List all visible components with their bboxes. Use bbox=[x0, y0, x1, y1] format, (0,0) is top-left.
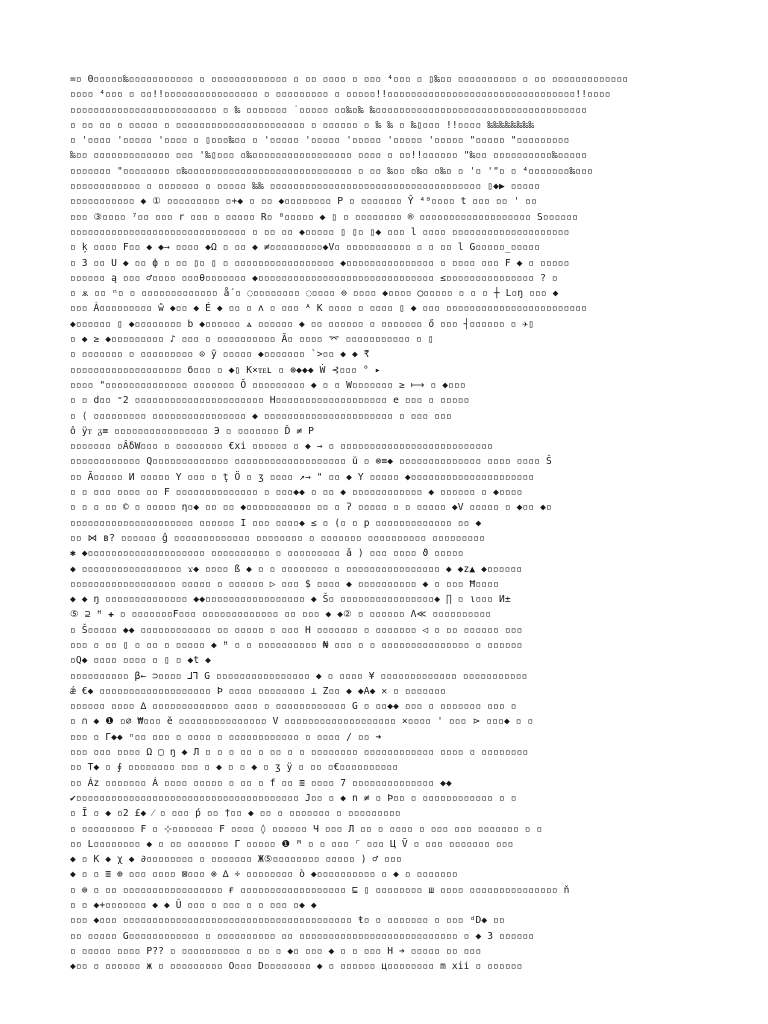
text-line: =▫ Θ▫▫▫▫▫‰▫▫▫▫▫▫▫▫▫▫▫ ▫ ▫▫▫▫▫▫▫▫▫▫▫▫▫ ▫ ▫▫ ▫▫▫▫ ▫ ▫▫▫ ⁴▫▫▫ ▫ ▯‰▫▫ ▫▫▫▫▫▫▫▫▫▫ ▫ ▫▫ ▫▫▫▫▫▫▫▫▫▫▫▫▫ bbox=[70, 74, 629, 85]
text-line: ▫▫▫ ③▫▫▫▫ ⁷▫▫ ▫▫▫ r ▫▫▫ ▫ ▫▫▫▫▫ R▫ ⁰▫▫▫▫▫ ◆ ▯ ▫ ▫▫▫▫▫▫▫▫ ® ▫▫▫▫▫▫▫▫▫▫▫▫▫▫▫▫▫▫▫ S▫▫▫▫▫▫ bbox=[70, 211, 579, 223]
text-line: ▫▫ Áz ▫▫▫▫▫▫▫ Á ▫▫▫▫ ▫▫▫▫▫ ▫ ▫▫ ▫ f ▫▫ ≣ ▫▫▫▫ 7 ▫▫▫▫▫▫▫▫▫▫▫▫▫▫ ◆◆ bbox=[70, 777, 452, 789]
text-line: ▫ ▫▫▫▫▫▫▫ ▫ ▫▫▫▫▫▫▫▫▫ ⊙ ỹ ▫▫▫▫▫ ◆▫▫▫▫▫▫▫ `>▫▫ ◆ ◆ ₹ bbox=[70, 349, 370, 361]
text-line: ▫▫▫▫▫▫▫▫▫▫▫▫▫▫▫▫▫▫▫ б▫▫▫ ▫ ◆▯ K×ᴛᴇʟ ▫ ⊛◆◆◆ Ẇ ⊰▫▫▫ ° ▸ bbox=[70, 364, 381, 376]
garbled-text-block bbox=[70, 72, 704, 975]
text-line: ▫▫ Ă▫▫▫▫▫ И ▫▫▫▫▫ Y ▫▫▫ ▫ ţ Ö ▫ ʒ ▫▫▫▫ ↗→ " ▫▫ ◆ Y ▫▫▫▫▫ ◆▫▫▫▫▫▫▫▫▫▫▫▫▫▫▫▫▫▫▫▫▫ bbox=[70, 471, 535, 483]
text-line: ▫▫▫▫▫▫▫ "▫▫▫▫▫▫▫▫ ▫‰▫▫▫▫▫▫▫▫▫▫▫▫▫▫▫▫▫▫▫▫▫▫▫▫▫▫▫▫ ▫ ▫▫ ‰▫▫ ▫‰▫ ▫‰▫ ▫ '▫ '"▫ ▫ ⁴▫▫▫▫▫▫▫‰▫▫▫ bbox=[70, 165, 593, 177]
text-line: ▫▫▫▫▫▫▫▫▫▫▫▫ ▫ ▫▫▫▫▫▫▫ ▫ ▫▫▫▫▫ ‰‰ ▫▫▫▫▫▫▫▫▫▫▫▫▫▫▫▫▫▫▫▫▫▫▫▫▫▫▫▫▫▫▫▫▫▫▫▫ ▯◆▶ ▫▫▫▫▫ bbox=[70, 181, 541, 193]
text-line: ▫ '▫▫▫▫ '▫▫▫▫▫ '▫▫▫▫ ▫ ▯▫▫▫‰▫▫ ▫ '▫▫▫▫▫ '▫▫▫▫▫ '▫▫▫▫▫ '▫▫▫▫▫ '▫▫▫▫▫ "▫▫▫▫▫ "▫▫▫▫▫▫▫▫▫ bbox=[70, 135, 570, 147]
text-line: ▫ ķ ▫▫▫▫ F▫▫ ◆ ◆→ ▫▫▫▫ ◆Ω ▫ ▫▫ ◆ ≠▫▫▫▫▫▫▫▫▫◆V▫ ▫▫▫▫▫▫▫▫▫▫▫ ▫ ▫ ▫▫ l G▫▫▫▫▫_▫▫▫▫▫ bbox=[70, 242, 541, 254]
text-line: ▫▫▫ ▫ Γ◆◆ ⁿ▫▫ ▫▫▫ ▫ ▫▫▫▫ ▫ ▫▫▫▫▫▫▫▫▫▫▫▫ ▫ ▫▫▫▫ / ▫▫ ➜ bbox=[70, 731, 382, 743]
text-line: ▫ ∩ ◆ ❶ ▫⌀ ₩▫▫▫ ĕ ▫▫▫▫▫▫▫▫▫▫▫▫▫▫▫ V ▫▫▫▫▫▫▫▫▫▫▫▫▫▫▫▫▫▫▫ ×▫▫▫▫ ' ▫▫▫ ⋗ ▫▫▫◆ ▫ ▫ bbox=[70, 716, 534, 728]
text-line: ✱ ◆▫▫▫▫▫▫▫▫▫▫▫▫▫▫▫▫▫▫▫▫ ▫▫▫▫▫▫▫▫▫▫ ▫ ▫▫▫▫▫▫▫▫▫ ǎ ) ▫▫▫ ▫▫▫▫ ϑ ▫▫▫▫▫ bbox=[70, 548, 464, 560]
text-line: ◆ ▫ K ◆ χ ◆ ∂▫▫▫▫▫▫▫▫ ▫ ▫▫▫▫▫▫▫ Ж⑤▫▫▫▫▫▫▫▫ ▫▫▫▫▫ ) ♂ ▫▫▫ bbox=[70, 854, 402, 866]
text-line: ▫▫▫▫▫▫▫▫▫▫▫▫▫▫▫▫▫▫▫▫▫ ▫▫▫▫▫▫ I ▫▫▫ ▫▫▫▫◆ ≤ ▫ (▫ ▫ p ▫▫▫▫▫▫▫▫▫▫▫▫▫ ▫▫ ◆ bbox=[70, 517, 482, 529]
text-line: ▫ Š▫▫▫▫▫ ◆◆ ▫▫▫▫▫▫▫▫▫▫▫▫ ▫▫ ▫▫▫▫▫ ▫ ▫▫▫ H ▫▫▫▫▫▫▫ ▫ ▫▫▫▫▫▫▫ ◁ ▫ ▫▫ ▫▫▫▫▫▫ ▫▫▫ bbox=[70, 624, 523, 636]
text-line: ▫▫ T◆ ▫ ∮ ▫▫▫▫▫▫▫▫ ▫▫▫ ▫ ◆ ▫ ▫ ◆ ▫ ʒ ÿ ▫ ▫▫ ▫€▫▫▫▫▫▫▫▫▫▫ bbox=[70, 762, 399, 774]
text-line: ▫▫▫▫▫▫▫▫▫▫▫▫ Q▫▫▫▫▫▫▫▫▫▫▫▫▫ ▫▫▫▫▫▫▫▫▫▫▫▫▫▫▫▫▫▫▫ ŭ ▫ ⊗≡◆ ▫▫▫▫▫▫▫▫▫▫▫▫▫▫ ▫▫▫▫ ▫▫▫▫ Ŝ bbox=[70, 456, 552, 468]
text-line: ▫▫▫▫▫▫▫▫▫▫▫▫▫▫▫▫▫▫▫▫▫▫▫▫▫▫▫▫▫▫ ▫ ▫▫ ▫▫ ◆▫▫▫▫▫ ▯ ▯▫ ▯◆ ▫▫▫ l ▫▫▫▫ ▫▫▫▫▫▫▫▫▫▫▫▫▫▫▫▫▫▫▫▫ bbox=[70, 226, 570, 238]
text-line: ◆▫▫ ▫ ▫▫▫▫▫▫ ж ▫ ▫▫▫▫▫▫▫▫▫ O▫▫▫ D▫▫▫▫▫▫▫▫ ◆ ▫ ▫▫▫▫▫▫ ц▫▫▫▫▫▫▫▫ m xii ▫ ▫▫▫▫▫▫ bbox=[70, 961, 523, 973]
text-line: ⑤ ⊇ ᴴ ✚ ▫ ▫▫▫▫▫▫▫F▫▫▫ ▫▫▫▫▫▫▫▫▫▫▫▫▫ ▫▫ ▫▫▫ ◆ ◆② ▫ ▫▫▫▫▫▫ Λ≪ ▫▫▫▫▫▫▫▫▫▫ bbox=[70, 609, 492, 621]
text-line: ▫▫ ⋈ ʙ? ▫▫▫▫▫▫ ĝ ▫▫▫▫▫▫▫▫▫▫▫▫▫ ▫▫▫▫▫▫▫▫ ▫ ▫▫▫▫▫▫▫ ▫▫▫▫▫▫▫▫▫▫ ▫▫▫▫▫▫▫▫▫ bbox=[70, 532, 486, 544]
text-line: ‰▫▫ ▫▫▫▫▫▫▫▫▫▫▫▫▫ ▫▫▫ '‰▯▫▫▫ ▫‰▫▫▫▫▫▫▫▫▫▫▫▫▫▫▫▫▫ ▫▫▫▫ ▫ ▫▫!!▫▫▫▫▫▫ "‰▫▫ ▫▫▫▫▫▫▫▫▫▫‰▫▫▫▫▫ bbox=[70, 150, 588, 162]
text-line: ▫▫▫▫ ⁴▫▫▫ ▫ ▫▫!!▫▫▫▫▫▫▫▫▫▫▫▫▫▫▫▫ ▫ ▫▫▫▫▫▫▫▫▫ ▫ ▫▫▫▫▫!!▫▫▫▫▫▫▫▫▫▫▫▫▫▫▫▫▫▫▫▫▫▫▫▫▫▫▫▫▫▫▫▫!!▫▫▫▫ bbox=[70, 89, 611, 101]
text-line: ▫ ѫ ▫▫ ⁿ▫ ▫ ▫▫▫▫▫▫▫▫▫▫▫▫▫ ǻ ▫ ◌▫▫▫▫▫▫▫▫ ◌▫▫▫▫ ⊖ ▫▫▫▫ ◆▫▫▫▫ ◯▫▫▫▫▫ ▫ ▫ ▫ ┼ L▫ŋ ▫▫▫ ◆ bbox=[70, 288, 559, 300]
text-line: ▫▫▫▫▫▫▫ ▫ÂδW▫▫▫ ▫ ▫▫▫▫▫▫▫▫ €xi ▫▫▫▫▫▫ ▫ ◆ → ▫ ▫▫▫▫▫▫▫▫▫▫▫▫▫▫▫▫▫▫▫▫▫▫▫▫▫▫ bbox=[70, 441, 494, 453]
text-line: ▫▫▫▫ "▫▫▫▫▫▫▫▫▫▫▫▫▫▫ ▫▫▫▫▫▫▫ Ŏ ▫▫▫▫▫▫▫▫▫ ◆ ▫ ▫ W▫▫▫▫▫▫▫ ≥ ⟼ ▫ ◆▫▫▫ bbox=[70, 379, 466, 391]
text-line: ◆▫▫▫▫▫▫ ▯ ◆▫▫▫▫▫▫▫▫ b ◆▫▫▫▫▫▫ ѧ ▫▫▫▫▫▫ ◆ ▫▫ ▫▫▫▫▫▫ ▫ ▫▫▫▫▫▫▫ ő ▫▫▫ ┤▫▫▫▫▫▫ ▫ ✈▯ bbox=[70, 318, 535, 330]
text-line: ǽ €◆ ▫▫▫▫▫▫▫▫▫▫▫▫▫▫▫▫▫▫▫ Þ ▫▫▫▫ ▫▫▫▫▫▫▫▫ ⊥ Z▫▫ ◆ ◆A◆ ✕ ▫ ▫▫▫▫▫▫▫ bbox=[70, 685, 447, 697]
text-line: ▫▫▫▫▫▫ ą ▫▫▫ ♂▫▫▫▫ ▫▫▫θ▫▫▫▫▫▫▫ ◆▫▫▫▫▫▫▫▫▫▫▫▫▫▫▫▫▫▫▫▫▫▫▫▫▫▫▫▫▫▫ ≤▫▫▫▫▫▫▫▫▫▫▫▫▫▫▫ ? ▫ bbox=[70, 272, 558, 284]
text-line: ▫ ⟨ ▫▫▫▫▫▫▫▫▫ ▫▫▫▫▫▫▫▫▫▫▫▫▫▫▫▫ ◆ ▫▫▫▫▫▫▫▫▫▫▫▫▫▫▫▫▫▫▫▫▫▫ ▫ ▫▫▫ ▫▫▫ bbox=[70, 410, 452, 422]
text-line: ▫▫ L▫▫▫▫▫▫▫▫ ◆ ▫ ▫▫ ▫▫▫▫▫▫▫ Γ ▫▫▫▫▫ ❶ ᴹ ▫ ▫ ▫▫▫ ⌜ ▫▫▫ Ц Ṽ ▫ ▫▫▫ ▫▫▫▫▫▫▫ ▫▫▫ bbox=[70, 838, 514, 850]
text-line: ▫ ▫▫▫▫▫ ▫▫▫▫ P?? ▫ ▫▫▫▫▫▫▫▫▫▫ ▫ ▫▫ ▫ ◆▫ ▫▫▫ ◆ ▫ ▫ ▫▫▫ H ➔ ▫▫▫▫▫ ▫▫ ▫▫▫ bbox=[70, 945, 482, 957]
text-line: ▫ ⊚ ▫ ▫▫ ▫▫▫▫▫▫▫▫▫▫▫▫▫▫▫▫▫ ғ ▫▫▫▫▫▫▫▫▫▫▫▫▫▫▫▫▫▫ ⊑ ▯ ▫▫▫▫▫▫▫▫ ш ▫▫▫▫ ▫▫▫▫▫▫▫▫▫▫▫▫▫▫▫ ň bbox=[70, 884, 570, 896]
text-line: ô ÿᴛ ᵹ≡ ▫▫▫▫▫▫▫▫▫▫▫▫▫▫▫▫ Э ▫ ▫▫▫▫▫▫▫ Ď ≠ P bbox=[70, 425, 314, 437]
text-line: ▫ ▫ ◆+▫▫▫▫▫▫▫ ◆ ◆ Û ▫▫▫ ▫ ▫▫▫ ▫ ▫ ▫▫▫ ▫◆ ◆ bbox=[70, 900, 317, 912]
text-line: ▫▫▫ ◆▫▫▫ ▫▫▫▫▫▫▫▫▫▫▫▫▫▫▫▫▫▫▫▫▫▫▫▫▫▫▫▫▫▫▫▫▫▫▫▫▫▫▫ ŧ▫ ▫ ▫▫▫▫▫▫▫ ▫ ▫▫▫ ᵈD◆ ▫▫ bbox=[70, 915, 505, 927]
text-line: ▫ ▫ ▫▫▫ ▫▫▫▫ ▫▫ F ▫▫▫▫▫▫▫▫▫▫▫▫▫▫ ▫ ▫▫▫◆◆ ▫ ▫▫ ◆ ▫▫▫▫▫▫▫▫▫▫▫▫ ◆ ▫▫▫▫▫▫ ▫ ◆▫▫▫▫ bbox=[70, 487, 523, 499]
text-line: ▫ ▫▫ ▫▫ ▫ ▫▫▫▫▫ ▫ ▫▫▫▫▫▫▫▫▫▫▫▫▫▫▫▫▫▫▫▫▫▫ ▫ ▫▫▫▫▫▫ ▫ ‰ ‰ ▫ ‰▯▫▫▫ !!▫▫▫▫ ‰‰‰‰‰‰‰‰ bbox=[70, 119, 535, 131]
text-line: ▫▫▫ ▫ ▫▫ ▯ ▫ ▫▫ ▫ ▫▫▫▫▫ ◆ ᴴ ▫ ▫ ▫▫▫▫▫▫▫▫▫▫ ₦ ▫▫▫ ▫ ▫ ▫▫▫▫▫▫▫▫▫▫▫▫▫▫▫ ▫ ▫▫▫▫▫▫ bbox=[70, 639, 523, 651]
text-line: ▫▫▫ ▫▫▫ ▫▫▫▫ Ω ▢ ŋ ◆ Л ▫ ▫ ▫ ▫▫ ▫ ▫▫ ▫ ▫ ▫▫▫▫▫▫▫▫ ▫▫▫▫▫▫▫▫▫▫▫▫ ▫▫▫▫ ▫ ▫▫▫▫▫▫▫▫ bbox=[70, 747, 529, 759]
text-line: ▫ ▫ d▫▫ ⁼2 ▫▫▫▫▫▫▫▫▫▫▫▫▫▫▫▫▫▫▫▫▫▫ H▫▫▫▫▫▫▫▫▫▫▫▫▫▫▫▫▫▫▫ e ▫▫▫ ▫ ▫▫▫▫▫ bbox=[70, 395, 470, 407]
text-line: ▫ ▫ ▫ ▫▫ © ▫ ▫▫▫▫▫ η▫◆ ▫▫ ▫▫ ◆▫▫▫▫▫▫▫▫▫▫▫ ▫▫ ▫ ʔ ▫▫▫▫▫ ▫ ▫ ▫▫▫▫▫ ◆V ▫▫▫▫▫ ▫ ◆▫▫ ◆▫ bbox=[70, 502, 552, 514]
text-line: ◆ ▫▫▫▫▫▫▫▫▫▫▫▫▫▫▫▫▫ ϫ◆ ▫▫▫▫ ß ◆ ▫ ▫ ▫▫▫▫▫▫▫▫ ▫ ▫▫▫▫▫▫▫▫▫▫▫▫▫▫▫▫ ◆ ◆z▲ ◆▫▫▫▫▫▫ bbox=[70, 563, 523, 575]
text-line: ▫Q◆ ▫▫▫▫ ▫▫▫▫ ▫ ▯ ▫ ◆t ◆ bbox=[70, 655, 212, 667]
text-line: ▫▫ ▫▫▫▫▫ G▫▫▫▫▫▫▫▫▫▫▫▫ ▫ ▫▫▫▫▫▫▫▫▫▫ ▫▫ ▫▫▫▫▫▫▫▫▫▫▫▫▫▫▫▫▫▫▫▫▫▫▫▫▫▫▫ ▫ ◆ 3 ▫▫▫▫▫▫ bbox=[70, 930, 535, 942]
text-line: ▫ 3 ▫▫ U ◆ ▫▫ ф ▫ ▫▫ ▯▫ ▯ ▫ ▫▫▫▫▫▫▫▫▫▫▫▫▫▫▫▫▫ ◆▫▫▫▫▫▫▫▫▫▫▫▫▫▫▫ ▫ ▫▫▫▫ ▫▫▫ F ◆ ▫ ▫▫▫▫▫ bbox=[70, 257, 570, 269]
text-line: ▫▫▫▫▫▫▫▫▫▫ β← ⊃▫▫▫▫ ⅃⅂ G ▫▫▫▫▫▫▫▫▫▫▫▫▫▫▫▫ ◆ ▫ ▫▫▫▫ ¥ ▫▫▫▫▫▫▫▫▫▫▫▫▫ ▫▫▫▫▫▫▫▫▫▫▫ bbox=[70, 670, 528, 682]
text-line: ✔▫▫▫▫▫▫▫▫▫▫▫▫▫▫▫▫▫▫▫▫▫▫▫▫▫▫▫▫▫▫▫▫▫▫▫▫▫▫ J▫▫ ▫ ◆ n ≠ ▫ Þ▫▫ ▫ ▫▫▫▫▫▫▫▫▫▫▫▫ ▫ ▫ bbox=[70, 792, 517, 804]
text-line: ▫▫▫ À▫▫▫▫▫▫▫▫▫ ŵ ◆▫▫ ◆ É ◆ ▫▫ ▫ ʌ ▫ ▫▫▫ ᴬ K ▫▫▫▫ ▫ ▫▫▫▫ ▯ ◆ ▫▫▫ ▫▫▫▫▫▫▫▫▫▫▫▫▫▫▫▫▫▫▫▫▫▫▫▫ bbox=[70, 303, 588, 315]
text-line: ◆ ◆ ŋ ▫▫▫▫▫▫▫▫▫▫▫▫▫▫ ◆◆▫▫▫▫▫▫▫▫▫▫▫▫▫▫▫▫▫ ◆ Š▫ ▫▫▫▫▫▫▫▫▫▫▫▫▫▫▫▫◆ ∏ ▫ ι▫▫▫ И± bbox=[70, 594, 511, 606]
text-line: ▫▫▫▫▫▫▫▫▫▫▫▫▫▫▫▫▫▫▫▫▫▫▫▫▫ ▫ ‰ ▫▫▫▫▫▫▫ ˙▫▫▫▫▫ ▫▫‰▫‰ ‰▫▫▫▫▫▫▫▫▫▫▫▫▫▫▫▫▫▫▫▫▫▫▫▫▫▫▫▫▫▫▫▫▫▫▫▫ bbox=[70, 104, 588, 116]
text-line: ◆ ▫ ▫ ≣ ⊕ ▫▫▫ ▫▫▫▫ ⊠▫▫▫ ⊚ ∆ ÷ ▫▫▫▫▫▫▫▫ ò ◆▫▫▫▫▫▫▫▫▫▫ ▫ ◆ ▫ ▫▫▫▫▫▫▫ bbox=[70, 869, 458, 881]
text-line: ▫ ▫▫▫▫▫▫▫▫▫ F ▫ ⊹▫▫▫▫▫▫▫ F ▫▫▫▫ ◊ ▫▫▫▫▫▫ Ч ▫▫▫ Л ▫▫ ▫ ▫▫▫▫ ▫ ▫▫▫ ▫▫▫ ▫▫▫▫▫▫▫ ▫ ▫ bbox=[70, 823, 543, 835]
text-line: ▫ ◆ ≥ ◆▫▫▫▫▫▫▫▫▫ ♪ ▫▫▫ ▫ ▫▫▫▫▫▫▫▫▫▫ Ă▫ ▫▫▫▫ ⌤ ▫▫▫▫▫▫▫▫▫▫▫ ▫ ▯ bbox=[70, 334, 434, 346]
text-line: ▫▫▫▫▫▫▫▫▫▫▫ ◆ ① ▫▫▫▫▫▫▫▫▫ ▫+◆ ▫ ▫▫ ◆▫▫▫▫▫▫▫▫ P ▫ ▫▫▫▫▫▫▫ Ŷ ⁴⁰▫▫▫▫ t ▫▫▫ ▫▫ ' ▫▫ bbox=[70, 196, 538, 208]
text-line: ▫▫▫▫▫▫▫▫▫▫▫▫▫▫▫▫▫▫ ▫▫▫▫▫ ▫ ▫▫▫▫▫▫ ▷ ▫▫▫ $ ▫▫▫▫ ◆ ▫▫▫▫▫▫▫▫▫▫ ◆ ▫ ▫▫▫ Ħ▫▫▫▫ bbox=[70, 578, 499, 590]
text-line: ▫▫▫▫▫▫ ▫▫▫▫ ∆ ▫▫▫▫▫▫▫▫▫▫▫▫▫ ▫▫▫▫ ▫ ▫▫▫▫▫▫▫▫▫▫▫▫ G ▫ ▫▫◆◆ ▫▫▫ ▫ ▫▫▫▫▫▫▫ ▫▫▫ ▫ bbox=[70, 701, 517, 713]
text-line: ▫ Ĩ ▫ ◆ ▫2 £◆ ⁄ ▫ ▫▫▫ ṕ ▫▫ †▫▫ ◆ ▫▫ ▫ ▫▫▫▫▫▫▫ ▫ ▫▫▫▫▫▫▫▫▫ bbox=[70, 808, 401, 820]
